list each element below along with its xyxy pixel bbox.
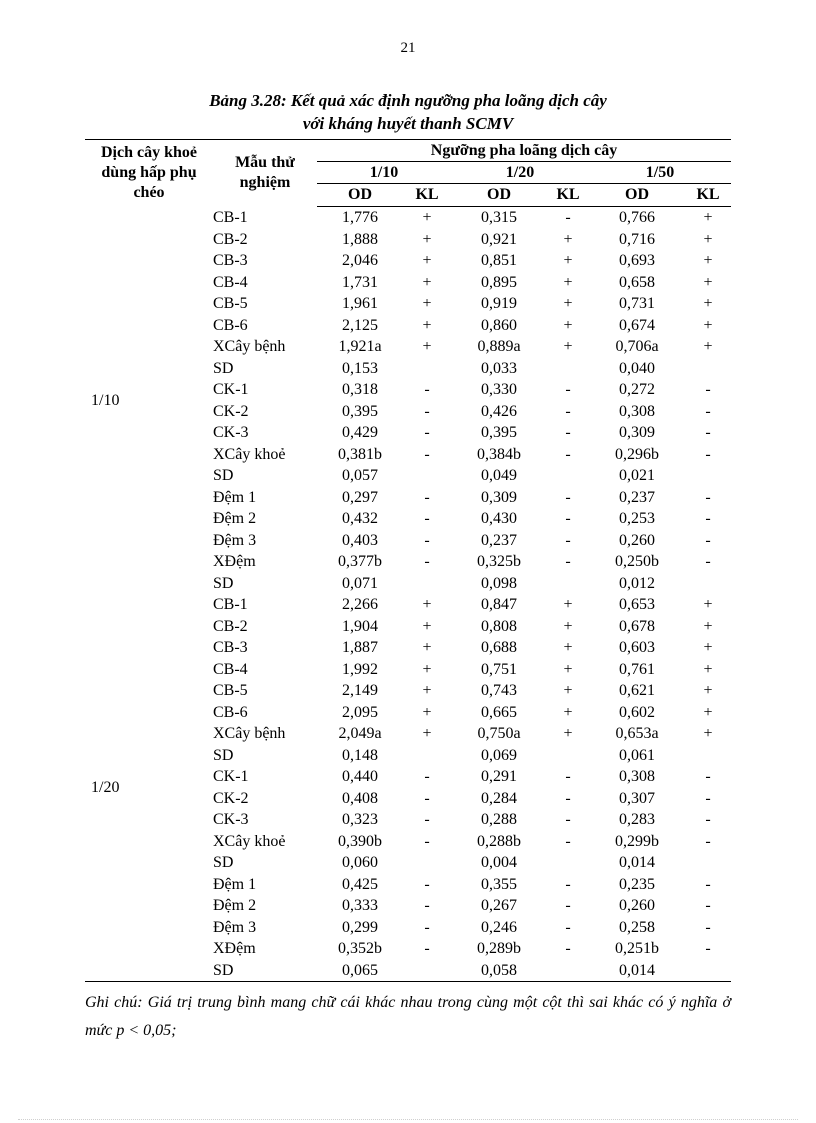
od-1-20-cell: 0,284 bbox=[481, 789, 517, 807]
kl-1-10-cell bbox=[403, 960, 451, 982]
kl-1-50-cell: + bbox=[703, 725, 713, 742]
kl-1-20-cell: - bbox=[565, 897, 571, 914]
kl-1-10-cell: - bbox=[424, 424, 430, 441]
od-1-20-cell: 0,325b bbox=[477, 553, 521, 570]
od-1-10-cell: 0,425 bbox=[342, 875, 378, 893]
header-sample: Mẫu thử nghiệm bbox=[235, 154, 295, 192]
od-1-20-cell: 0,889a bbox=[477, 338, 521, 355]
kl-1-20-cell: - bbox=[565, 209, 571, 226]
kl-1-20-cell: + bbox=[563, 639, 573, 656]
od-1-20-cell: 0,895 bbox=[481, 273, 517, 291]
kl-1-10-cell: - bbox=[424, 918, 430, 936]
kl-1-50-cell: + bbox=[703, 660, 713, 678]
sample-name-cell: Đệm 1 bbox=[213, 488, 257, 506]
kl-1-50-cell: - bbox=[705, 918, 711, 936]
header-crossadsorb: Dịch cây khoẻ dùng hấp phụ chéo bbox=[101, 144, 197, 202]
table-header bbox=[85, 140, 731, 207]
od-1-20-cell: 0,288b bbox=[477, 832, 521, 850]
od-1-50-cell: 0,296b bbox=[615, 445, 659, 463]
od-1-20-cell: 0,098 bbox=[481, 574, 517, 592]
kl-1-50-cell: - bbox=[705, 768, 711, 785]
sample-name-cell: CB-5 bbox=[213, 682, 248, 699]
od-1-20-cell: 0,750a bbox=[477, 725, 521, 742]
kl-1-20-cell: + bbox=[563, 295, 573, 312]
kl-1-50-cell: - bbox=[705, 553, 711, 570]
od-1-50-cell: 0,253 bbox=[619, 510, 655, 527]
kl-1-20-cell: - bbox=[565, 918, 571, 936]
od-1-10-cell: 0,403 bbox=[342, 531, 378, 549]
kl-1-10-cell: - bbox=[424, 445, 430, 463]
od-1-50-cell: 0,299b bbox=[615, 832, 659, 850]
header-kl: KL bbox=[547, 184, 589, 207]
kl-1-50-cell: - bbox=[705, 381, 711, 398]
od-1-50-cell: 0,693 bbox=[619, 252, 655, 269]
results-table-container bbox=[85, 139, 731, 982]
od-1-10-cell: 1,731 bbox=[342, 273, 378, 291]
kl-1-10-cell bbox=[403, 573, 451, 595]
sample-name-cell: Đệm 3 bbox=[213, 531, 257, 549]
kl-1-20-cell: - bbox=[565, 531, 571, 549]
kl-1-20-cell: + bbox=[563, 273, 573, 291]
table-row bbox=[85, 207, 731, 229]
kl-1-10-cell bbox=[403, 358, 451, 380]
od-1-20-cell: 0,743 bbox=[481, 682, 517, 699]
kl-1-50-cell: + bbox=[703, 209, 713, 226]
od-1-50-cell: 0,251b bbox=[615, 940, 659, 957]
kl-1-10-cell: - bbox=[424, 897, 430, 914]
kl-1-50-cell bbox=[685, 852, 731, 874]
group-label-cell: 1/10 bbox=[91, 391, 120, 409]
kl-1-50-cell bbox=[685, 960, 731, 982]
od-1-50-cell: 0,602 bbox=[619, 703, 655, 721]
od-1-50-cell: 0,014 bbox=[619, 961, 655, 979]
sample-name-cell: CB-3 bbox=[213, 252, 248, 269]
kl-1-10-cell: + bbox=[422, 617, 432, 635]
od-1-50-cell: 0,283 bbox=[619, 811, 655, 828]
od-1-20-cell: 0,430 bbox=[481, 510, 517, 527]
kl-1-20-cell: - bbox=[565, 424, 571, 441]
kl-1-10-cell: + bbox=[422, 338, 432, 355]
sample-name-cell: CB-6 bbox=[213, 703, 248, 721]
od-1-50-cell: 0,250b bbox=[615, 553, 659, 570]
od-1-50-cell: 0,309 bbox=[619, 424, 655, 441]
kl-1-20-cell: - bbox=[565, 402, 571, 420]
kl-1-50-cell: - bbox=[705, 445, 711, 463]
kl-1-10-cell: + bbox=[422, 725, 432, 742]
page-number: 21 bbox=[400, 40, 416, 56]
sample-name-cell: CB-1 bbox=[213, 208, 248, 226]
od-1-20-cell: 0,847 bbox=[481, 596, 517, 613]
od-1-10-cell: 0,060 bbox=[342, 854, 378, 871]
od-1-20-cell: 0,315 bbox=[481, 209, 517, 226]
od-1-10-cell: 0,071 bbox=[342, 574, 378, 592]
table-caption bbox=[85, 89, 731, 135]
header-dilution-1-20: 1/20 bbox=[451, 162, 589, 184]
sample-name-cell: CK-1 bbox=[213, 768, 249, 785]
od-1-10-cell: 0,318 bbox=[342, 381, 378, 398]
kl-1-10-cell: + bbox=[422, 703, 432, 721]
sample-name-cell: XCây khoẻ bbox=[213, 445, 286, 463]
sample-name-cell: SD bbox=[213, 746, 234, 764]
od-1-50-cell: 0,706a bbox=[615, 338, 659, 355]
kl-1-20-cell: - bbox=[565, 510, 571, 527]
header-kl: KL bbox=[403, 184, 451, 207]
kl-1-20-cell: + bbox=[563, 596, 573, 613]
od-1-50-cell: 0,235 bbox=[619, 875, 655, 893]
kl-1-50-cell: + bbox=[703, 338, 713, 355]
kl-1-50-cell: - bbox=[705, 402, 711, 420]
od-1-10-cell: 2,125 bbox=[342, 316, 378, 334]
header-kl: KL bbox=[685, 184, 731, 207]
kl-1-20-cell bbox=[547, 358, 589, 380]
kl-1-20-cell: - bbox=[565, 381, 571, 398]
kl-1-50-cell bbox=[685, 465, 731, 487]
kl-1-50-cell bbox=[685, 358, 731, 380]
od-1-50-cell: 0,012 bbox=[619, 574, 655, 592]
od-1-20-cell: 0,309 bbox=[481, 488, 517, 506]
od-1-20-cell: 0,384b bbox=[477, 445, 521, 463]
results-table bbox=[85, 139, 731, 982]
od-1-50-cell: 0,761 bbox=[619, 660, 655, 678]
kl-1-10-cell: + bbox=[422, 295, 432, 312]
sample-name-cell: XCây khoẻ bbox=[213, 832, 286, 850]
kl-1-10-cell bbox=[403, 465, 451, 487]
kl-1-20-cell: + bbox=[563, 252, 573, 269]
od-1-10-cell: 0,440 bbox=[342, 768, 378, 785]
kl-1-10-cell bbox=[403, 745, 451, 767]
sample-name-cell: XCây bệnh bbox=[213, 725, 286, 742]
caption-line-1: Bảng 3.28: Kết quả xác định ngưỡng pha loãng dịch cây bbox=[209, 91, 607, 110]
od-1-10-cell: 0,381b bbox=[338, 445, 382, 463]
sample-name-cell: CB-4 bbox=[213, 660, 248, 678]
od-1-10-cell: 0,148 bbox=[342, 746, 378, 764]
od-1-10-cell: 0,065 bbox=[342, 961, 378, 979]
od-1-50-cell: 0,061 bbox=[619, 746, 655, 764]
od-1-10-cell: 0,390b bbox=[338, 832, 382, 850]
od-1-20-cell: 0,330 bbox=[481, 381, 517, 398]
kl-1-20-cell: - bbox=[565, 445, 571, 463]
kl-1-20-cell: - bbox=[565, 553, 571, 570]
od-1-10-cell: 0,297 bbox=[342, 488, 378, 506]
od-1-20-cell: 0,851 bbox=[481, 252, 517, 269]
od-1-10-cell: 2,149 bbox=[342, 682, 378, 699]
kl-1-50-cell: + bbox=[703, 273, 713, 291]
kl-1-20-cell: + bbox=[563, 230, 573, 248]
od-1-50-cell: 0,260 bbox=[619, 531, 655, 549]
od-1-20-cell: 0,289b bbox=[477, 940, 521, 957]
header-od: OD bbox=[589, 184, 685, 207]
kl-1-50-cell: + bbox=[703, 295, 713, 312]
kl-1-10-cell: - bbox=[424, 789, 430, 807]
kl-1-50-cell: + bbox=[703, 703, 713, 721]
od-1-50-cell: 0,674 bbox=[619, 316, 655, 334]
kl-1-20-cell: - bbox=[565, 811, 571, 828]
sample-name-cell: SD bbox=[213, 961, 234, 979]
kl-1-50-cell: + bbox=[703, 252, 713, 269]
kl-1-20-cell bbox=[547, 573, 589, 595]
od-1-10-cell: 2,049a bbox=[338, 725, 382, 742]
od-1-50-cell: 0,621 bbox=[619, 682, 655, 699]
sample-name-cell: CK-2 bbox=[213, 789, 249, 807]
kl-1-50-cell: + bbox=[703, 682, 713, 699]
od-1-10-cell: 1,961 bbox=[342, 295, 378, 312]
kl-1-10-cell: - bbox=[424, 381, 430, 398]
od-1-10-cell: 1,776 bbox=[342, 209, 378, 226]
od-1-20-cell: 0,665 bbox=[481, 703, 517, 721]
kl-1-10-cell: + bbox=[422, 230, 432, 248]
kl-1-10-cell: - bbox=[424, 811, 430, 828]
od-1-10-cell: 1,904 bbox=[342, 617, 378, 635]
kl-1-20-cell: + bbox=[563, 338, 573, 355]
od-1-10-cell: 1,921a bbox=[338, 338, 382, 355]
table-body bbox=[85, 207, 731, 982]
od-1-20-cell: 0,395 bbox=[481, 424, 517, 441]
od-1-50-cell: 0,678 bbox=[619, 617, 655, 635]
od-1-20-cell: 0,921 bbox=[481, 230, 517, 248]
kl-1-50-cell: + bbox=[703, 230, 713, 248]
od-1-50-cell: 0,258 bbox=[619, 918, 655, 936]
od-1-50-cell: 0,307 bbox=[619, 789, 655, 807]
kl-1-50-cell: - bbox=[705, 811, 711, 828]
od-1-10-cell: 0,153 bbox=[342, 359, 378, 377]
od-1-50-cell: 0,308 bbox=[619, 768, 655, 785]
sample-name-cell: Đệm 2 bbox=[213, 510, 257, 527]
kl-1-50-cell: - bbox=[705, 789, 711, 807]
sample-name-cell: SD bbox=[213, 574, 234, 592]
od-1-10-cell: 1,887 bbox=[342, 639, 378, 656]
kl-1-10-cell bbox=[403, 852, 451, 874]
header-dilution-1-50: 1/50 bbox=[589, 162, 731, 184]
od-1-10-cell: 0,352b bbox=[338, 940, 382, 957]
od-1-50-cell: 0,021 bbox=[619, 467, 655, 484]
od-1-20-cell: 0,033 bbox=[481, 359, 517, 377]
od-1-50-cell: 0,766 bbox=[619, 209, 655, 226]
sample-name-cell: CB-1 bbox=[213, 596, 248, 613]
od-1-20-cell: 0,291 bbox=[481, 768, 517, 785]
kl-1-10-cell: - bbox=[424, 832, 430, 850]
od-1-10-cell: 2,266 bbox=[342, 596, 378, 613]
kl-1-10-cell: + bbox=[422, 209, 432, 226]
od-1-20-cell: 0,049 bbox=[481, 467, 517, 484]
kl-1-10-cell: - bbox=[424, 510, 430, 527]
kl-1-10-cell: - bbox=[424, 875, 430, 893]
od-1-50-cell: 0,653 bbox=[619, 596, 655, 613]
header-od: OD bbox=[451, 184, 547, 207]
od-1-50-cell: 0,260 bbox=[619, 897, 655, 914]
od-1-10-cell: 0,432 bbox=[342, 510, 378, 527]
sample-name-cell: CB-4 bbox=[213, 273, 248, 291]
od-1-10-cell: 0,333 bbox=[342, 897, 378, 914]
kl-1-10-cell: + bbox=[422, 660, 432, 678]
od-1-20-cell: 0,751 bbox=[481, 660, 517, 678]
od-1-50-cell: 0,716 bbox=[619, 230, 655, 248]
kl-1-20-cell: - bbox=[565, 875, 571, 893]
sample-name-cell: Đệm 2 bbox=[213, 897, 257, 914]
kl-1-20-cell: + bbox=[563, 725, 573, 742]
od-1-20-cell: 0,069 bbox=[481, 746, 517, 764]
od-1-20-cell: 0,426 bbox=[481, 402, 517, 420]
kl-1-20-cell bbox=[547, 960, 589, 982]
page-footer-divider bbox=[18, 1119, 798, 1120]
kl-1-50-cell: - bbox=[705, 510, 711, 527]
header-od: OD bbox=[317, 184, 403, 207]
od-1-50-cell: 0,603 bbox=[619, 639, 655, 656]
od-1-50-cell: 0,272 bbox=[619, 381, 655, 398]
sample-name-cell: CK-2 bbox=[213, 402, 249, 420]
od-1-20-cell: 0,919 bbox=[481, 295, 517, 312]
od-1-20-cell: 0,288 bbox=[481, 811, 517, 828]
kl-1-20-cell: - bbox=[565, 789, 571, 807]
kl-1-20-cell bbox=[547, 852, 589, 874]
kl-1-10-cell: - bbox=[424, 488, 430, 506]
kl-1-20-cell: + bbox=[563, 660, 573, 678]
kl-1-20-cell bbox=[547, 465, 589, 487]
kl-1-50-cell: + bbox=[703, 617, 713, 635]
table-row bbox=[85, 594, 731, 616]
kl-1-10-cell: + bbox=[422, 252, 432, 269]
od-1-20-cell: 0,688 bbox=[481, 639, 517, 656]
kl-1-10-cell: - bbox=[424, 553, 430, 570]
od-1-10-cell: 2,046 bbox=[342, 252, 378, 269]
kl-1-50-cell: + bbox=[703, 596, 713, 613]
od-1-20-cell: 0,237 bbox=[481, 531, 517, 549]
od-1-20-cell: 0,355 bbox=[481, 875, 517, 893]
kl-1-50-cell: - bbox=[705, 940, 711, 957]
od-1-50-cell: 0,308 bbox=[619, 402, 655, 420]
od-1-50-cell: 0,237 bbox=[619, 488, 655, 506]
sample-name-cell: CK-3 bbox=[213, 811, 249, 828]
od-1-10-cell: 0,057 bbox=[342, 467, 378, 484]
sample-name-cell: XĐệm bbox=[213, 940, 256, 957]
od-1-10-cell: 1,992 bbox=[342, 660, 378, 678]
sample-name-cell: CK-3 bbox=[213, 424, 249, 441]
od-1-10-cell: 0,408 bbox=[342, 789, 378, 807]
od-1-20-cell: 0,246 bbox=[481, 918, 517, 936]
od-1-20-cell: 0,267 bbox=[481, 897, 517, 914]
kl-1-10-cell: - bbox=[424, 402, 430, 420]
kl-1-20-cell: - bbox=[565, 488, 571, 506]
kl-1-50-cell: - bbox=[705, 424, 711, 441]
group-label-cell: 1/20 bbox=[91, 778, 120, 796]
kl-1-50-cell: - bbox=[705, 897, 711, 914]
kl-1-50-cell: - bbox=[705, 832, 711, 850]
kl-1-10-cell: + bbox=[422, 639, 432, 656]
od-1-20-cell: 0,808 bbox=[481, 617, 517, 635]
kl-1-50-cell: - bbox=[705, 875, 711, 893]
od-1-50-cell: 0,658 bbox=[619, 273, 655, 291]
kl-1-20-cell: + bbox=[563, 703, 573, 721]
sample-name-cell: CK-1 bbox=[213, 381, 249, 398]
kl-1-50-cell bbox=[685, 745, 731, 767]
kl-1-20-cell: + bbox=[563, 316, 573, 334]
sample-name-cell: CB-6 bbox=[213, 316, 248, 334]
kl-1-50-cell: - bbox=[705, 531, 711, 549]
sample-name-cell: CB-2 bbox=[213, 617, 248, 635]
kl-1-20-cell: - bbox=[565, 832, 571, 850]
kl-1-10-cell: + bbox=[422, 273, 432, 291]
footnote: Ghi chú: Giá trị trung bình mang chữ cái khác nhau trong cùng một cột thì sai khác có ý nghĩa ở mức p < 0,05; bbox=[85, 994, 731, 1039]
sample-name-cell: CB-3 bbox=[213, 639, 248, 656]
sample-name-cell: XCây bệnh bbox=[213, 338, 286, 355]
od-1-10-cell: 0,299 bbox=[342, 918, 378, 936]
kl-1-50-cell bbox=[685, 573, 731, 595]
od-1-10-cell: 1,888 bbox=[342, 230, 378, 248]
kl-1-10-cell: - bbox=[424, 940, 430, 957]
header-dilution-threshold: Ngưỡng pha loãng dịch cây bbox=[317, 140, 731, 162]
kl-1-10-cell: - bbox=[424, 768, 430, 785]
kl-1-10-cell: + bbox=[422, 596, 432, 613]
sample-name-cell: Đệm 3 bbox=[213, 918, 257, 936]
caption-line-2: với kháng huyết thanh SCMV bbox=[302, 114, 514, 133]
od-1-50-cell: 0,040 bbox=[619, 359, 655, 377]
kl-1-50-cell: + bbox=[703, 639, 713, 656]
sample-name-cell: CB-2 bbox=[213, 230, 248, 248]
od-1-10-cell: 0,377b bbox=[338, 553, 382, 570]
kl-1-20-cell bbox=[547, 745, 589, 767]
od-1-10-cell: 0,323 bbox=[342, 811, 378, 828]
od-1-20-cell: 0,058 bbox=[481, 961, 517, 979]
od-1-50-cell: 0,014 bbox=[619, 854, 655, 871]
kl-1-10-cell: + bbox=[422, 682, 432, 699]
od-1-20-cell: 0,004 bbox=[481, 854, 517, 871]
od-1-50-cell: 0,731 bbox=[619, 295, 655, 312]
od-1-10-cell: 0,395 bbox=[342, 402, 378, 420]
kl-1-20-cell: - bbox=[565, 768, 571, 785]
sample-name-cell: SD bbox=[213, 467, 234, 484]
header-dilution-1-10: 1/10 bbox=[317, 162, 451, 184]
kl-1-50-cell: + bbox=[703, 316, 713, 334]
sample-name-cell: CB-5 bbox=[213, 295, 248, 312]
sample-name-cell: SD bbox=[213, 359, 234, 377]
kl-1-10-cell: + bbox=[422, 316, 432, 334]
kl-1-20-cell: + bbox=[563, 682, 573, 699]
sample-name-cell: XĐệm bbox=[213, 553, 256, 570]
od-1-10-cell: 2,095 bbox=[342, 703, 378, 721]
kl-1-10-cell: - bbox=[424, 531, 430, 549]
kl-1-20-cell: + bbox=[563, 617, 573, 635]
kl-1-50-cell: - bbox=[705, 488, 711, 506]
sample-name-cell: Đệm 1 bbox=[213, 875, 257, 893]
od-1-20-cell: 0,860 bbox=[481, 316, 517, 334]
od-1-10-cell: 0,429 bbox=[342, 424, 378, 441]
sample-name-cell: SD bbox=[213, 854, 234, 871]
od-1-50-cell: 0,653a bbox=[615, 725, 659, 742]
kl-1-20-cell: - bbox=[565, 940, 571, 957]
